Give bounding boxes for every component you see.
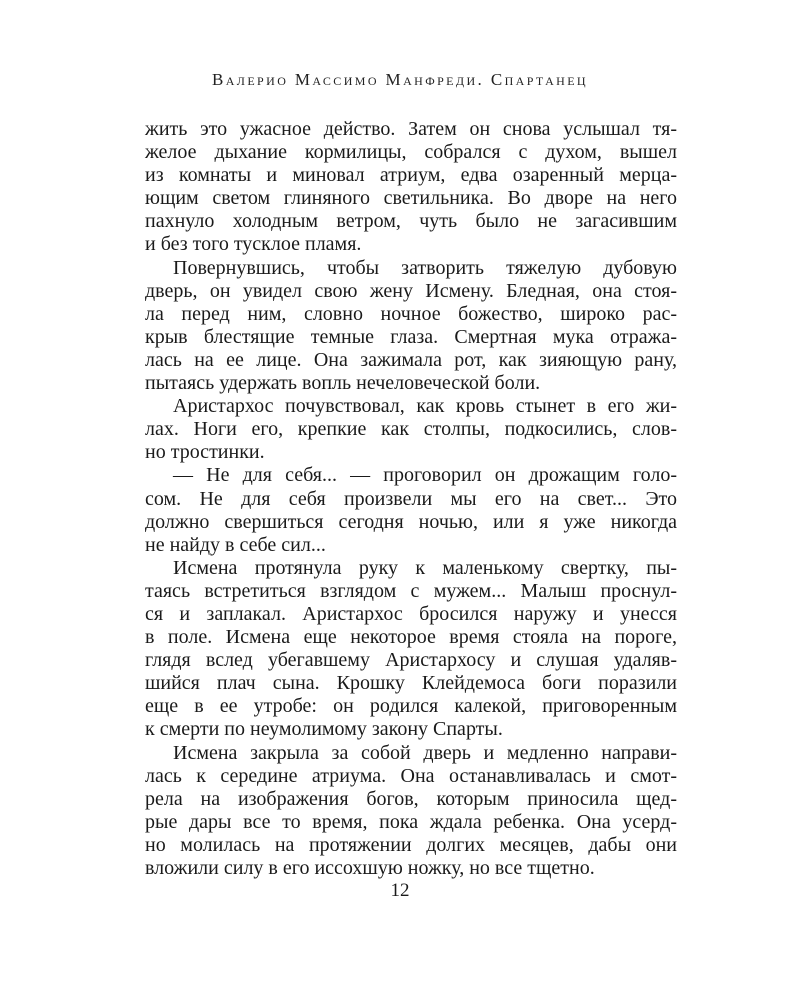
text-line: вложили силу в его иссохшую ножку, но все тщетно.	[145, 857, 595, 879]
text-line: в поле. Исмена еще некоторое время стояла на пороге,	[145, 626, 677, 649]
text-line: ющим светом глиняного светильника. Во дворе на него	[145, 187, 677, 210]
body-text	[145, 118, 677, 880]
running-head: Валерио Массимо Манфреди. Спартанец	[211, 70, 588, 89]
text-line: еще в ее утробе: он родился калекой, приговоренным	[145, 695, 677, 718]
text-line: Исмена закрыла за собой дверь и медленно направи-	[173, 741, 677, 764]
text-line: рые дары все то время, пока ждала ребенка. Она усерд-	[145, 810, 677, 833]
text-line: к смерти по неумолимому закону Спарты.	[145, 718, 503, 741]
text-line: но тростинки.	[145, 441, 265, 464]
text-line: лась к середине атриума. Она останавливалась и смот-	[145, 764, 677, 787]
text-line: не найду в себе сил...	[145, 533, 326, 556]
text-line: дверь, он увидел свою жену Исмену. Бледная, она стоя-	[145, 279, 677, 302]
text-line: и без того тусклое пламя.	[145, 233, 362, 256]
text-line: ся и заплакал. Аристархос бросился наружу и унесся	[145, 602, 677, 625]
text-line: из комнаты и миновал атриум, едва озаренный мерца-	[145, 164, 677, 187]
text-line: пытаясь удержать вопль нечеловеческой боли.	[145, 372, 541, 395]
text-line: шийся плач сына. Крошку Клейдемоса боги поразили	[145, 672, 677, 695]
text-line: но молилась на протяжении долгих месяцев, дабы они	[145, 833, 677, 856]
text-line: Исмена протянула руку к маленькому свертку, пы-	[173, 556, 677, 579]
text-line: — Не для себя... — проговорил он дрожащим голо-	[173, 464, 677, 487]
text-line: рела на изображения богов, которым приносила щед-	[145, 787, 677, 810]
text-line: крыв блестящие темные глаза. Смертная мука отража-	[145, 325, 677, 348]
text-line: глядя вслед убегавшему Аристархосу и слушая удаляв-	[145, 649, 677, 672]
text-line: пахнуло холодным ветром, чуть было не загасившим	[145, 210, 677, 233]
text-line: Аристархос почувствовал, как кровь стынет в его жи-	[173, 395, 677, 418]
text-line: должно свершиться сегодня ночью, или я уже никогда	[145, 510, 677, 533]
text-line: лась на ее лице. Она зажимала рот, как зияющую рану,	[145, 348, 677, 371]
text-line: жить это ужасное действо. Затем он снова услышал тя-	[145, 118, 677, 140]
text-line: Повернувшись, чтобы затворить тяжелую дубовую	[173, 256, 677, 279]
text-line: лах. Ноги его, крепкие как столпы, подкосились, слов-	[145, 418, 677, 441]
text-line: таясь встретиться взглядом с мужем... Малыш проснул-	[145, 579, 677, 602]
text-line: сом. Не для себя произвели мы его на свет... Это	[145, 487, 677, 510]
text-line: ла перед ним, словно ночное божество, широко рас-	[145, 302, 677, 325]
text-line: желое дыхание кормилицы, собрался с духом, вышел	[145, 141, 677, 164]
page-number: 12	[390, 880, 410, 901]
